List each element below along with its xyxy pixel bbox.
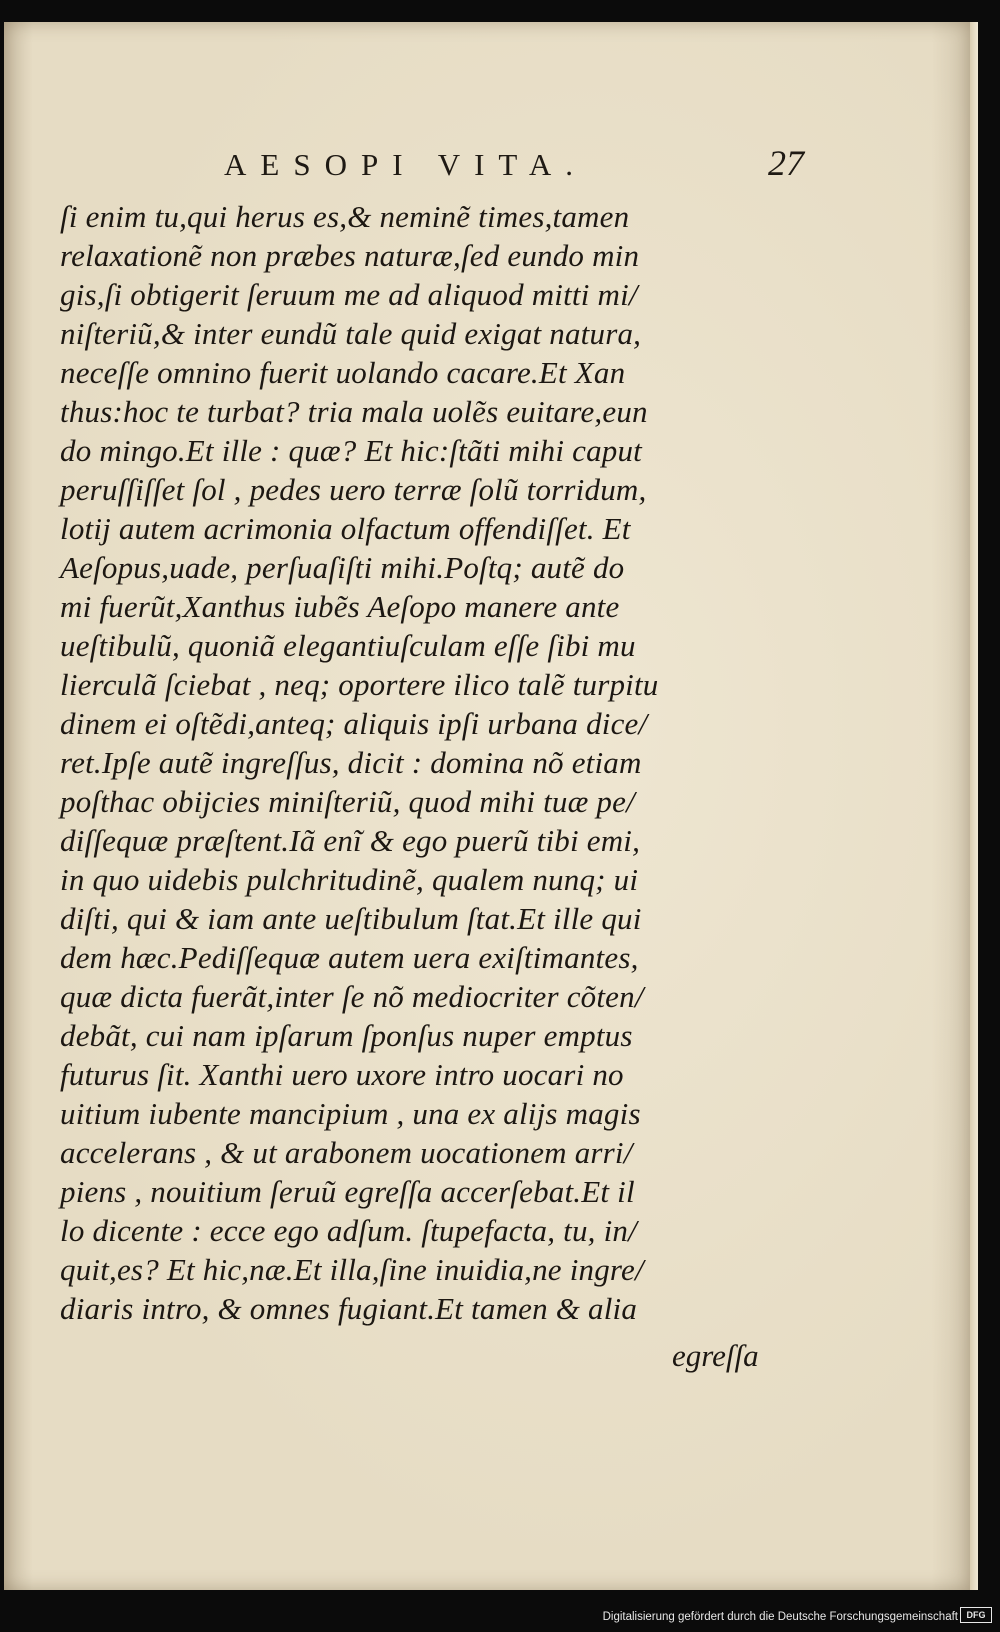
text-line: mi fuerũt,Xanthus iubẽs Aeſopo manere ante: [60, 589, 620, 624]
text-line: piens , nouitium ſeruũ egreſſa accerſebat.Et il: [60, 1174, 635, 1209]
text-line: poſthac obijcies miniſteriũ, quod mihi tuæ pe/: [60, 784, 635, 819]
text-line: ſi enim tu,qui herus es,& neminẽ times,tamen: [60, 199, 630, 234]
text-line: lo dicente : ecce ego adſum. ſtupefacta, tu, in/: [60, 1213, 637, 1248]
text-line: ret.Ipſe autẽ ingreſſus, dicit : domina nõ etiam: [60, 745, 642, 780]
text-line: uitium iubente mancipium , una ex alijs magis: [60, 1096, 641, 1131]
text-line: neceſſe omnino fuerit uolando cacare.Et Xan: [60, 355, 626, 390]
text-line: dinem ei oſtẽdi,anteq; aliquis ipſi urbana dice/: [60, 706, 648, 741]
dfg-logo-icon: DFG: [960, 1607, 992, 1623]
text-line: quit,es? Et hic,næ.Et illa,ſine inuidia,ne ingre/: [60, 1252, 644, 1287]
text-line: lierculã ſciebat , neq; oportere ilico talẽ turpitu: [60, 667, 659, 702]
text-line: in quo uidebis pulchritudinẽ, qualem nunq; ui: [60, 862, 639, 897]
text-line: niſteriũ,& inter eundũ tale quid exigat natura,: [60, 316, 642, 351]
text-line: accelerans , & ut arabonem uocationem arri/: [60, 1135, 633, 1170]
page-edge: [970, 22, 978, 1592]
text-line: Aeſopus,uade, perſuaſiſti mihi.Poſtq; autẽ do: [60, 550, 625, 585]
text-line: debãt, cui nam ipſarum ſponſus nuper emptus: [60, 1018, 633, 1053]
digitization-credit: Digitalisierung gefördert durch die Deutsche Forschungsgemeinschaft: [602, 1611, 958, 1623]
text-line: futurus ſit. Xanthi uero uxore intro uocari no: [60, 1057, 624, 1092]
text-line: ueſtibulũ, quoniã elegantiuſculam eſſe ſibi mu: [60, 628, 636, 663]
footer-bar: [0, 1590, 1000, 1632]
text-line: do mingo.Et ille : quæ? Et hic:ſtãti mihi caput: [60, 433, 642, 468]
text-line: diſti, qui & iam ante ueſtibulum ſtat.Et ille qui: [60, 901, 642, 936]
page-header: [224, 142, 804, 184]
book-page: [4, 22, 970, 1590]
running-title: AESOPI VITA.: [224, 147, 588, 182]
body-text: [60, 197, 760, 1328]
text-line: thus:hoc te turbat? tria mala uolẽs euitare,eun: [60, 394, 648, 429]
text-line: gis,ſi obtigerit ſeruum me ad aliquod mitti mi/: [60, 277, 638, 312]
text-line: dem hæc.Pediſſequæ autem uera exiſtimantes,: [60, 940, 639, 975]
text-line: quæ dicta fuerãt,inter ſe nõ mediocriter cõten/: [60, 979, 644, 1014]
text-line: lotij autem acrimonia olfactum offendiſſet. Et: [60, 511, 631, 546]
text-line: diaris intro, & omnes fugiant.Et tamen & alia: [60, 1291, 638, 1326]
text-line: peruſſiſſet ſol , pedes uero terræ ſolũ torridum,: [60, 472, 647, 507]
page-number: 27: [768, 143, 804, 183]
catchword: egreſſa: [672, 1338, 759, 1373]
text-line: relaxationẽ non præbes naturæ,ſed eundo min: [60, 238, 640, 273]
text-line: diſſequæ præſtent.Iã enĩ & ego puerũ tibi emi,: [60, 823, 641, 858]
